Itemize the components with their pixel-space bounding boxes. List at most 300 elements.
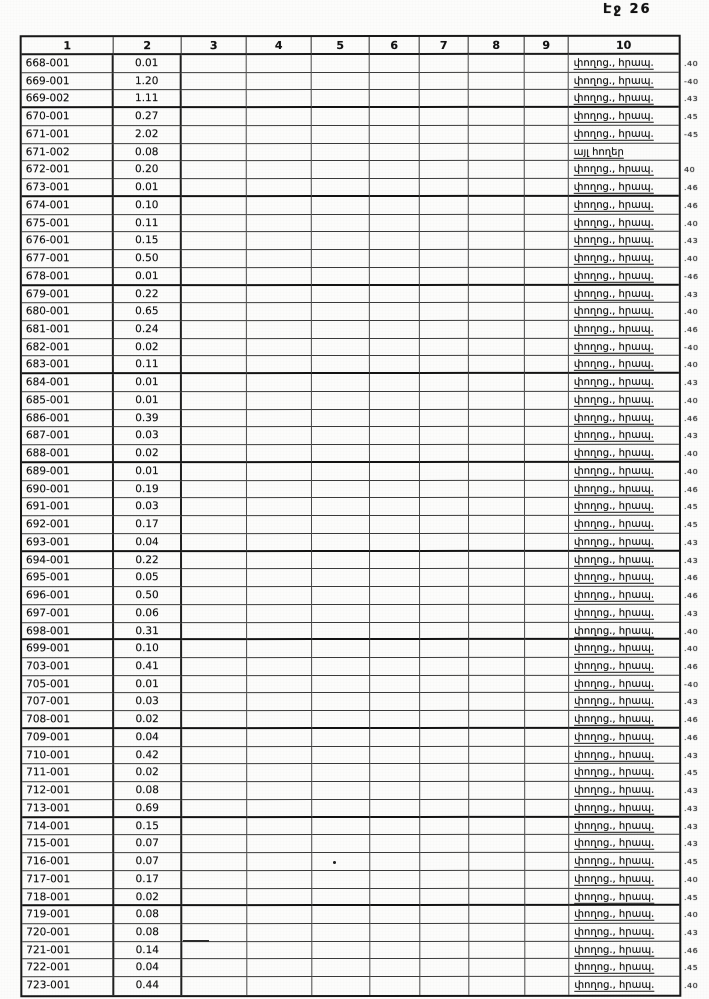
empty-cell xyxy=(370,977,420,995)
row-value-cell: 0.11 xyxy=(114,215,182,233)
row-code-cell: 688-001 xyxy=(22,445,114,463)
margin-mark: .43 xyxy=(684,751,699,760)
empty-cell xyxy=(469,161,525,179)
empty-cell xyxy=(420,55,469,73)
empty-cell xyxy=(247,374,312,392)
empty-cell xyxy=(420,73,469,91)
row-code-cell: 711-001 xyxy=(22,765,114,783)
empty-cell xyxy=(247,339,312,357)
empty-cell xyxy=(420,534,469,552)
empty-cell xyxy=(247,286,312,304)
empty-cell xyxy=(312,73,370,91)
row-value-cell: 0.65 xyxy=(114,303,182,321)
empty-cell xyxy=(420,693,469,711)
row-code-cell: 707-001 xyxy=(22,694,114,712)
row-code-cell: 684-001 xyxy=(22,374,114,392)
row-note-cell: փողոց., հրապ. xyxy=(569,356,679,374)
empty-cell xyxy=(182,676,247,694)
empty-cell xyxy=(525,427,569,445)
empty-cell xyxy=(247,800,312,818)
row-note-cell: փողոց., հրապ. xyxy=(569,55,679,73)
empty-cell xyxy=(370,392,420,410)
row-note-cell: փողոց., հրապ. xyxy=(569,658,679,676)
empty-cell xyxy=(469,374,525,392)
empty-cell xyxy=(420,90,469,108)
empty-cell xyxy=(182,818,247,836)
empty-cell xyxy=(182,55,247,73)
empty-cell xyxy=(182,126,247,144)
empty-cell xyxy=(247,711,312,729)
empty-cell xyxy=(420,711,469,729)
row-code-cell: 717-001 xyxy=(22,871,114,889)
empty-cell xyxy=(247,232,312,250)
row-note-cell: փողոց., հրապ. xyxy=(569,303,679,321)
empty-cell xyxy=(370,144,420,162)
empty-cell xyxy=(370,711,420,729)
row-code-cell: 681-001 xyxy=(22,321,114,339)
empty-cell xyxy=(469,587,525,605)
row-value-cell: 0.69 xyxy=(114,800,182,818)
row-value-cell: 0.01 xyxy=(114,392,182,410)
margin-mark: .45 xyxy=(684,857,699,866)
row-value-cell: 0.07 xyxy=(114,853,182,871)
empty-cell xyxy=(312,463,370,481)
empty-cell xyxy=(469,693,525,711)
row-code-cell: 675-001 xyxy=(22,215,114,233)
empty-cell xyxy=(247,161,312,179)
margin-mark: .40 xyxy=(684,626,699,636)
row-code-cell: 668-001 xyxy=(22,55,114,73)
empty-cell xyxy=(469,55,525,73)
empty-cell xyxy=(420,250,469,268)
empty-cell xyxy=(420,179,469,197)
empty-cell xyxy=(420,764,469,782)
empty-cell xyxy=(525,303,569,321)
empty-cell xyxy=(420,374,469,392)
margin-mark: .45 xyxy=(684,502,699,511)
empty-cell xyxy=(312,286,370,304)
empty-cell xyxy=(469,782,525,800)
empty-cell xyxy=(525,959,569,977)
row-value-cell: 0.03 xyxy=(114,498,182,516)
empty-cell xyxy=(370,197,420,215)
empty-cell xyxy=(469,711,525,729)
row-code-cell: 721-001 xyxy=(22,942,114,960)
empty-cell xyxy=(182,498,247,516)
row-value-cell: 0.11 xyxy=(114,357,182,375)
empty-cell xyxy=(182,339,247,357)
row-value-cell: 0.03 xyxy=(114,428,182,446)
row-note-cell: փողոց., հրապ. xyxy=(569,746,679,764)
empty-cell xyxy=(420,303,469,321)
empty-cell xyxy=(312,605,370,623)
empty-cell xyxy=(370,516,420,534)
row-value-cell: 0.04 xyxy=(114,534,182,552)
empty-cell xyxy=(370,427,420,445)
empty-cell xyxy=(469,977,525,995)
empty-cell xyxy=(525,108,569,126)
row-code-cell: 679-001 xyxy=(22,286,114,304)
row-value-cell: 0.24 xyxy=(114,321,182,339)
empty-cell xyxy=(370,285,420,303)
empty-cell xyxy=(182,161,247,179)
empty-cell xyxy=(469,853,525,871)
row-note-cell: փողոց., հրապ. xyxy=(569,374,679,392)
margin-mark: .46 xyxy=(684,662,699,671)
row-value-cell: 0.01 xyxy=(114,179,182,197)
margin-mark: .43 xyxy=(684,609,699,618)
empty-cell xyxy=(525,605,569,623)
empty-cell xyxy=(420,427,469,445)
column-header: 9 xyxy=(525,37,569,55)
margin-mark: .43 xyxy=(684,290,699,299)
empty-cell xyxy=(312,711,370,729)
empty-cell xyxy=(525,498,569,516)
empty-cell xyxy=(420,356,469,374)
row-note-cell: փողոց., հրապ. xyxy=(569,392,679,410)
row-note-cell: փողոց., հրապ. xyxy=(569,782,679,800)
empty-cell xyxy=(182,250,247,268)
row-note-cell: փողոց., հրապ. xyxy=(569,321,679,339)
empty-cell xyxy=(420,108,469,126)
empty-cell xyxy=(469,800,525,818)
empty-cell xyxy=(182,144,247,162)
row-code-cell: 671-001 xyxy=(22,126,114,144)
empty-cell xyxy=(247,445,312,463)
row-code-cell: 677-001 xyxy=(22,250,114,268)
row-code-cell: 685-001 xyxy=(22,392,114,410)
row-value-cell: 0.20 xyxy=(114,162,182,180)
empty-cell xyxy=(525,977,569,995)
empty-cell xyxy=(420,445,469,463)
empty-cell xyxy=(370,729,420,747)
empty-cell xyxy=(525,214,569,232)
empty-cell xyxy=(469,959,525,977)
empty-cell xyxy=(420,782,469,800)
margin-mark xyxy=(684,145,708,161)
empty-cell xyxy=(312,818,370,836)
empty-cell xyxy=(525,268,569,286)
row-code-cell: 715-001 xyxy=(22,835,114,853)
margin-mark: .45 xyxy=(684,963,699,973)
row-value-cell: 0.15 xyxy=(114,232,182,250)
row-note-cell: փողոց., հրապ. xyxy=(569,161,679,179)
empty-cell xyxy=(525,179,569,197)
empty-cell xyxy=(469,871,525,889)
empty-cell xyxy=(525,888,569,906)
row-code-cell: 698-001 xyxy=(22,623,114,641)
margin-mark: .40 xyxy=(684,644,699,653)
margin-mark: .46 xyxy=(684,946,699,955)
empty-cell xyxy=(312,906,370,924)
row-value-cell: 0.08 xyxy=(114,924,182,942)
empty-cell xyxy=(247,534,312,552)
empty-cell xyxy=(247,747,312,765)
empty-cell xyxy=(247,463,312,481)
empty-cell xyxy=(247,321,312,339)
empty-cell xyxy=(525,73,569,91)
margin-mark: .43 xyxy=(684,928,699,937)
margin-mark: .43 xyxy=(684,697,699,707)
empty-cell xyxy=(182,694,247,712)
empty-cell xyxy=(182,871,247,889)
row-value-cell: 1.11 xyxy=(114,91,182,109)
empty-cell xyxy=(182,179,247,197)
row-note-cell: փողոց., հրապ. xyxy=(569,569,679,587)
row-code-cell: 686-001 xyxy=(22,410,114,428)
empty-cell xyxy=(312,197,370,215)
empty-cell xyxy=(370,693,420,711)
row-note-cell: փողոց., հրապ. xyxy=(569,959,679,977)
row-note-cell: փողոց., հրապ. xyxy=(569,197,679,215)
margin-mark: .40 xyxy=(684,360,699,370)
row-code-cell: 718-001 xyxy=(22,889,114,907)
empty-cell xyxy=(370,676,420,694)
empty-cell xyxy=(312,250,370,268)
empty-cell xyxy=(247,516,312,534)
row-note-cell: փողոց., հրապ. xyxy=(569,764,679,782)
empty-cell xyxy=(182,711,247,729)
empty-cell xyxy=(182,410,247,428)
row-code-cell: 671-002 xyxy=(22,144,114,162)
empty-cell xyxy=(525,250,569,268)
margin-mark: -40 xyxy=(684,680,699,689)
empty-cell xyxy=(525,55,569,73)
empty-cell xyxy=(247,977,312,995)
empty-cell xyxy=(469,268,525,286)
row-note-cell: այլ հողեր xyxy=(569,143,679,161)
empty-cell xyxy=(525,285,569,303)
margin-mark: -46 xyxy=(684,272,699,281)
empty-cell xyxy=(525,817,569,835)
empty-cell xyxy=(312,144,370,162)
row-code-cell: 687-001 xyxy=(22,428,114,446)
row-value-cell: 0.02 xyxy=(114,764,182,782)
empty-cell xyxy=(370,410,420,428)
empty-cell xyxy=(420,658,469,676)
row-note-cell: փողոց., հրապ. xyxy=(569,285,679,303)
empty-cell xyxy=(312,374,370,392)
empty-cell xyxy=(312,959,370,977)
empty-cell xyxy=(525,693,569,711)
empty-cell xyxy=(469,658,525,676)
empty-cell xyxy=(312,569,370,587)
empty-cell xyxy=(247,268,312,286)
row-value-cell: 0.02 xyxy=(114,889,182,907)
column-header: 7 xyxy=(420,37,469,55)
empty-cell xyxy=(525,534,569,552)
empty-cell xyxy=(370,339,420,357)
empty-cell xyxy=(420,924,469,942)
empty-cell xyxy=(469,516,525,534)
empty-cell xyxy=(247,959,312,977)
empty-cell xyxy=(420,569,469,587)
empty-cell xyxy=(247,853,312,871)
row-note-cell: փողոց., հրապ. xyxy=(569,268,679,286)
empty-cell xyxy=(182,960,247,978)
empty-cell xyxy=(247,90,312,108)
empty-cell xyxy=(247,818,312,836)
empty-cell xyxy=(525,445,569,463)
margin-annotations xyxy=(684,55,708,995)
row-value-cell: 2.02 xyxy=(114,126,182,144)
empty-cell xyxy=(247,871,312,889)
empty-cell xyxy=(370,215,420,233)
empty-cell xyxy=(469,410,525,428)
margin-mark: .43 xyxy=(684,236,699,245)
empty-cell xyxy=(469,285,525,303)
margin-mark: .45 xyxy=(684,520,699,529)
empty-cell xyxy=(420,232,469,250)
row-value-cell: 0.01 xyxy=(114,268,182,286)
empty-cell xyxy=(420,640,469,658)
empty-cell xyxy=(182,303,247,321)
row-note-cell: փողոց., հրապ. xyxy=(569,516,679,534)
margin-mark: .43 xyxy=(684,538,699,547)
empty-cell xyxy=(469,640,525,658)
row-note-cell: փողոց., հրապ. xyxy=(569,888,679,906)
margin-mark: .40 xyxy=(684,449,699,458)
row-code-cell: 676-001 xyxy=(22,233,114,251)
empty-cell xyxy=(312,410,370,428)
empty-cell xyxy=(182,215,247,233)
empty-cell xyxy=(182,286,247,304)
row-code-cell: 669-001 xyxy=(22,73,114,91)
empty-cell xyxy=(312,215,370,233)
empty-cell xyxy=(182,108,247,126)
row-note-cell: փողոց., հրապ. xyxy=(569,108,679,126)
empty-cell xyxy=(469,197,525,215)
empty-cell xyxy=(469,321,525,339)
margin-mark: .40 xyxy=(684,467,699,476)
empty-cell xyxy=(247,729,312,747)
row-code-cell: 692-001 xyxy=(22,516,114,534)
row-value-cell: 0.02 xyxy=(114,445,182,463)
empty-cell xyxy=(420,959,469,977)
row-note-cell: փողոց., հրապ. xyxy=(569,126,679,144)
empty-cell xyxy=(370,747,420,765)
column-header: 10 xyxy=(569,37,679,55)
empty-cell xyxy=(312,321,370,339)
margin-mark: .46 xyxy=(684,414,699,423)
empty-cell xyxy=(312,108,370,126)
empty-cell xyxy=(525,551,569,569)
margin-mark: .46 xyxy=(684,201,699,210)
empty-cell xyxy=(312,427,370,445)
margin-mark: .43 xyxy=(684,786,699,795)
empty-cell xyxy=(420,871,469,889)
empty-cell xyxy=(182,232,247,250)
empty-cell xyxy=(420,622,469,640)
empty-cell xyxy=(182,623,247,641)
scan-artifact-dot xyxy=(333,861,336,864)
empty-cell xyxy=(182,640,247,658)
empty-cell xyxy=(469,605,525,623)
empty-cell xyxy=(525,339,569,357)
empty-cell xyxy=(182,73,247,91)
row-note-cell: փողոց., հրապ. xyxy=(569,622,679,640)
empty-cell xyxy=(182,268,247,286)
empty-cell xyxy=(370,161,420,179)
empty-cell xyxy=(370,321,420,339)
empty-cell xyxy=(525,640,569,658)
empty-cell xyxy=(247,303,312,321)
empty-cell xyxy=(312,356,370,374)
empty-cell xyxy=(370,303,420,321)
empty-cell xyxy=(312,800,370,818)
row-note-cell: փողոց., հրապ. xyxy=(569,179,679,197)
empty-cell xyxy=(469,90,525,108)
empty-cell xyxy=(312,693,370,711)
empty-cell xyxy=(469,303,525,321)
empty-cell xyxy=(247,55,312,73)
empty-cell xyxy=(370,888,420,906)
empty-cell xyxy=(370,587,420,605)
empty-cell xyxy=(182,392,247,410)
empty-cell xyxy=(420,853,469,871)
row-value-cell: 0.14 xyxy=(114,942,182,960)
empty-cell xyxy=(469,888,525,906)
margin-mark: -40 xyxy=(684,343,699,352)
empty-cell xyxy=(525,942,569,960)
empty-cell xyxy=(182,445,247,463)
empty-cell xyxy=(247,481,312,499)
empty-cell xyxy=(525,782,569,800)
column-header: 3 xyxy=(182,37,247,55)
row-value-cell: 0.42 xyxy=(114,747,182,765)
empty-cell xyxy=(312,445,370,463)
row-value-cell: 0.10 xyxy=(114,197,182,215)
row-code-cell: 674-001 xyxy=(22,197,114,215)
empty-cell xyxy=(420,605,469,623)
row-value-cell: 0.08 xyxy=(114,906,182,924)
empty-cell xyxy=(469,622,525,640)
empty-cell xyxy=(370,481,420,499)
row-note-cell: փողոց., հրապ. xyxy=(569,605,679,623)
row-code-cell: 697-001 xyxy=(22,605,114,623)
row-code-cell: 670-001 xyxy=(22,108,114,126)
empty-cell xyxy=(312,853,370,871)
row-value-cell: 0.39 xyxy=(114,410,182,428)
empty-cell xyxy=(420,392,469,410)
empty-cell xyxy=(312,747,370,765)
empty-cell xyxy=(247,906,312,924)
empty-cell xyxy=(420,144,469,162)
row-note-cell: փողոց., հրապ. xyxy=(569,409,679,427)
empty-cell xyxy=(420,835,469,853)
row-note-cell: փողոց., հրապ. xyxy=(569,73,679,91)
row-code-cell: 680-001 xyxy=(22,303,114,321)
margin-mark: -45 xyxy=(684,130,699,139)
empty-cell xyxy=(469,835,525,853)
empty-cell xyxy=(525,871,569,889)
empty-cell xyxy=(370,552,420,570)
empty-cell xyxy=(370,356,420,374)
row-note-cell: փողոց., հրապ. xyxy=(569,250,679,268)
row-value-cell: 0.03 xyxy=(114,694,182,712)
row-value-cell: 0.08 xyxy=(114,144,182,162)
empty-cell xyxy=(370,232,420,250)
empty-cell xyxy=(312,782,370,800)
empty-cell xyxy=(469,214,525,232)
row-value-cell: 0.08 xyxy=(114,782,182,800)
empty-cell xyxy=(312,676,370,694)
margin-mark: .43 xyxy=(684,556,699,565)
empty-cell xyxy=(182,782,247,800)
empty-cell xyxy=(370,108,420,126)
row-note-cell: փողոց., հրապ. xyxy=(569,675,679,693)
margin-mark: .45 xyxy=(684,893,699,902)
